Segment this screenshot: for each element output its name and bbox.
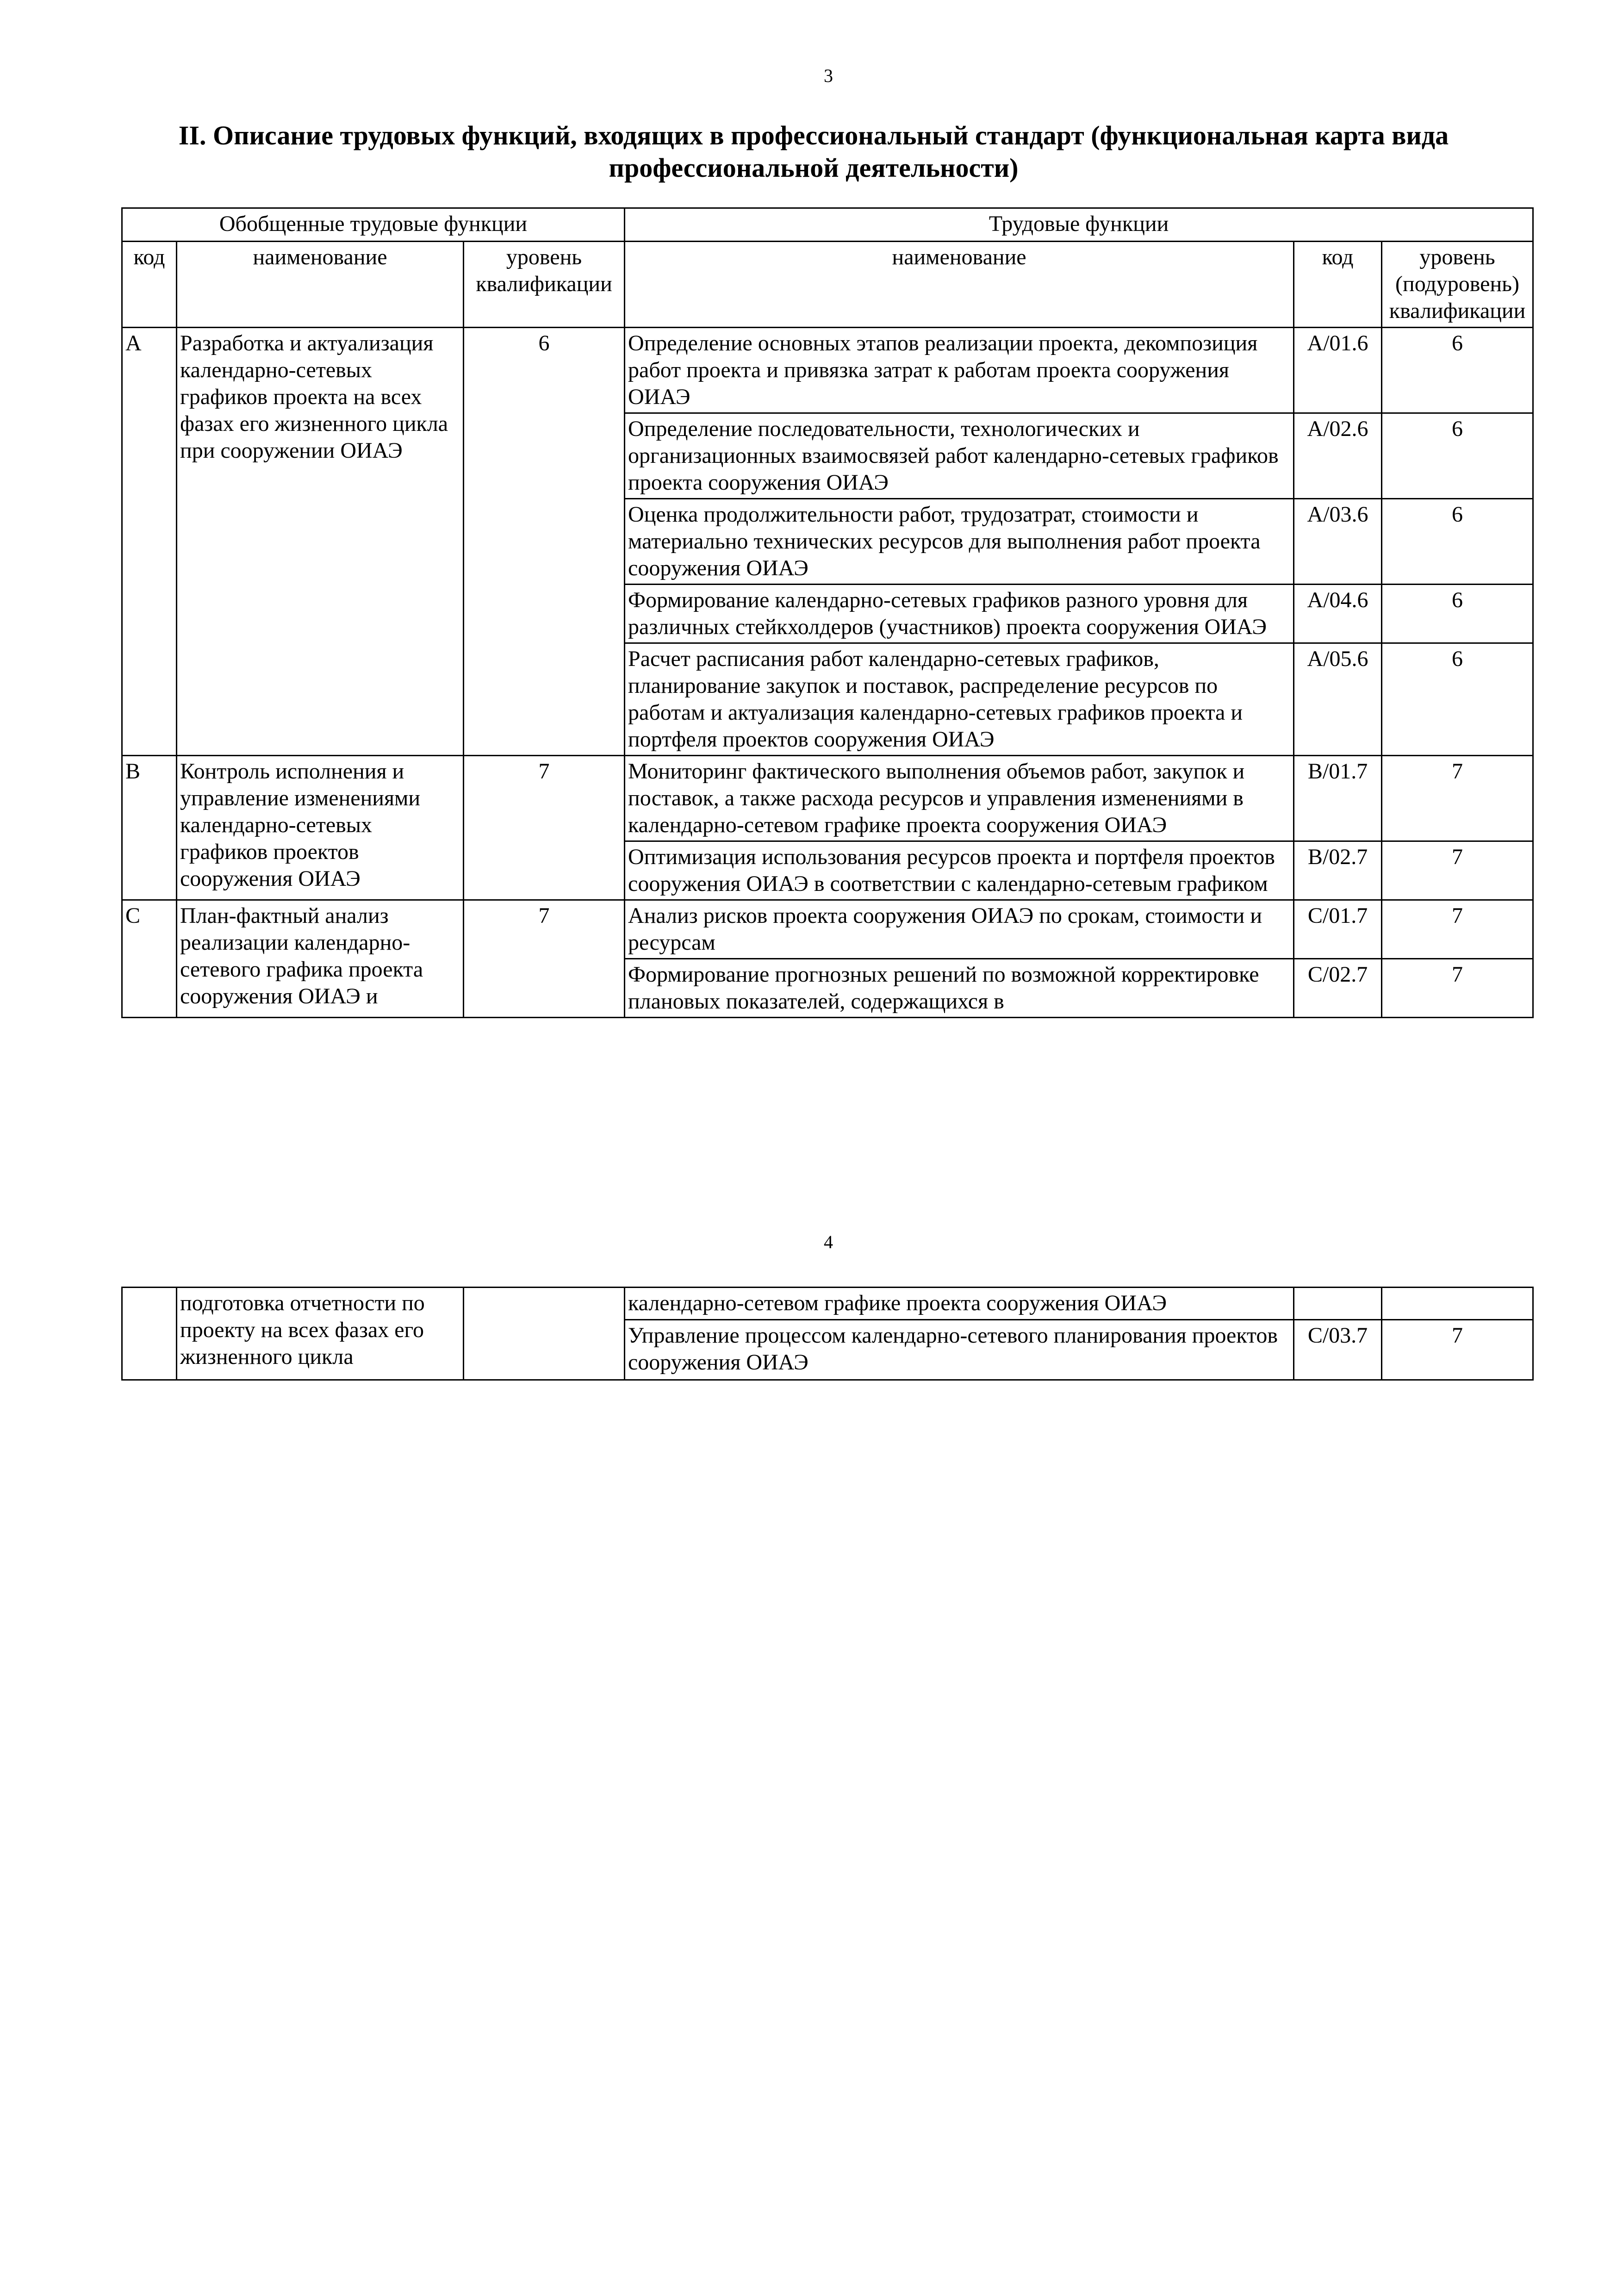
function-code-cell: A/03.6: [1294, 499, 1382, 585]
functional-map-table: [121, 207, 1534, 1018]
level-header: уровень квалификации: [464, 242, 625, 328]
group-code-cell: B: [122, 756, 177, 900]
function-level-cell: 6: [1382, 413, 1533, 499]
function-name-header: наименование: [625, 242, 1294, 328]
function-code-cell: C/03.7: [1294, 1320, 1382, 1380]
group-code-cell: A: [122, 328, 177, 756]
function-name-cell: Определение основных этапов реализации проекта, декомпозиция работ проекта и привязка затрат к работам проекта сооружения ОИАЭ: [625, 328, 1294, 413]
function-code-cell: C/02.7: [1294, 959, 1382, 1018]
code-header: код: [122, 242, 177, 328]
function-level-cell: [1382, 1288, 1533, 1320]
function-level-cell: 6: [1382, 499, 1533, 585]
function-code-header: код: [1294, 242, 1382, 328]
page-number: 3: [824, 65, 833, 86]
function-name-cell: Формирование календарно-сетевых графиков разного уровня для различных стейкхолдеров (участников) проекта сооружения ОИАЭ: [625, 585, 1294, 643]
function-code-cell: A/04.6: [1294, 585, 1382, 643]
group-name-cell: Разработка и актуализация календарно-сетевых графиков проекта на всех фазах его жизненного цикла при сооружении ОИАЭ: [177, 328, 464, 756]
labor-functions-header: Трудовые функции: [625, 208, 1533, 242]
group-code-cell: C: [122, 900, 177, 1018]
function-code-cell: A/05.6: [1294, 643, 1382, 756]
sublevel-header: уровень (подуровень) квалификации: [1382, 242, 1533, 328]
page-number: 4: [824, 1232, 833, 1252]
generalized-functions-header: Обобщенные трудовые функции: [122, 208, 625, 242]
function-name-cell: Определение последовательности, технологических и организационных взаимосвязей работ календарно-сетевых графиков проекта сооружения ОИАЭ: [625, 413, 1294, 499]
group-name-cell: подготовка отчетности по проекту на всех фазах его жизненного цикла: [177, 1288, 464, 1380]
function-name-cell: календарно-сетевом графике проекта сооружения ОИАЭ: [625, 1288, 1294, 1320]
table-row: [122, 900, 1533, 959]
function-name-cell: Управление процессом календарно-сетевого планирования проектов сооружения ОИАЭ: [625, 1320, 1294, 1380]
table-row: [122, 328, 1533, 413]
function-code-cell: [1294, 1288, 1382, 1320]
functional-map-table-continuation: [121, 1287, 1534, 1381]
function-name-cell: Формирование прогнозных решений по возможной корректировке плановых показателей, содержащихся в: [625, 959, 1294, 1018]
function-level-cell: 7: [1382, 756, 1533, 841]
function-level-cell: 6: [1382, 585, 1533, 643]
group-code-cell: [122, 1288, 177, 1380]
function-name-cell: Оценка продолжительности работ, трудозатрат, стоимости и материально технических ресурсов для выполнения работ проекта сооружения ОИАЭ: [625, 499, 1294, 585]
function-level-cell: 6: [1382, 328, 1533, 413]
function-name-cell: Расчет расписания работ календарно-сетевых графиков, планирование закупок и поставок, распределение ресурсов по работам и актуализация календарно-сетевых графиков проекта и портфеля проектов сооружения ОИАЭ: [625, 643, 1294, 756]
function-name-cell: Анализ рисков проекта сооружения ОИАЭ по срокам, стоимости и ресурсам: [625, 900, 1294, 959]
function-code-cell: B/02.7: [1294, 841, 1382, 900]
group-name-cell: План-фактный анализ реализации календарно-сетевого графика проекта сооружения ОИАЭ и: [177, 900, 464, 1018]
function-level-cell: 7: [1382, 1320, 1533, 1380]
group-level-cell: [464, 1288, 625, 1380]
function-code-cell: A/01.6: [1294, 328, 1382, 413]
table-row: [122, 756, 1533, 841]
function-level-cell: 7: [1382, 841, 1533, 900]
function-code-cell: C/01.7: [1294, 900, 1382, 959]
function-level-cell: 6: [1382, 643, 1533, 756]
function-name-cell: Оптимизация использования ресурсов проекта и портфеля проектов сооружения ОИАЭ в соответствии с календарно-сетевым графиком: [625, 841, 1294, 900]
function-code-cell: B/01.7: [1294, 756, 1382, 841]
group-level-cell: 7: [464, 900, 625, 1018]
section-title: II. Описание трудовых функций, входящих в профессиональный стандарт (функциональная карта вида профессиональной деятельности): [178, 120, 1449, 183]
group-level-cell: 6: [464, 328, 625, 756]
group-name-cell: Контроль исполнения и управление изменениями календарно-сетевых графиков проектов сооружения ОИАЭ: [177, 756, 464, 900]
function-level-cell: 7: [1382, 959, 1533, 1018]
function-name-cell: Мониторинг фактического выполнения объемов работ, закупок и поставок, а также расхода ресурсов и управления изменениями в календарно-сетевом графике проекта сооружения ОИАЭ: [625, 756, 1294, 841]
function-level-cell: 7: [1382, 900, 1533, 959]
group-level-cell: 7: [464, 756, 625, 900]
name-header: наименование: [177, 242, 464, 328]
function-code-cell: A/02.6: [1294, 413, 1382, 499]
